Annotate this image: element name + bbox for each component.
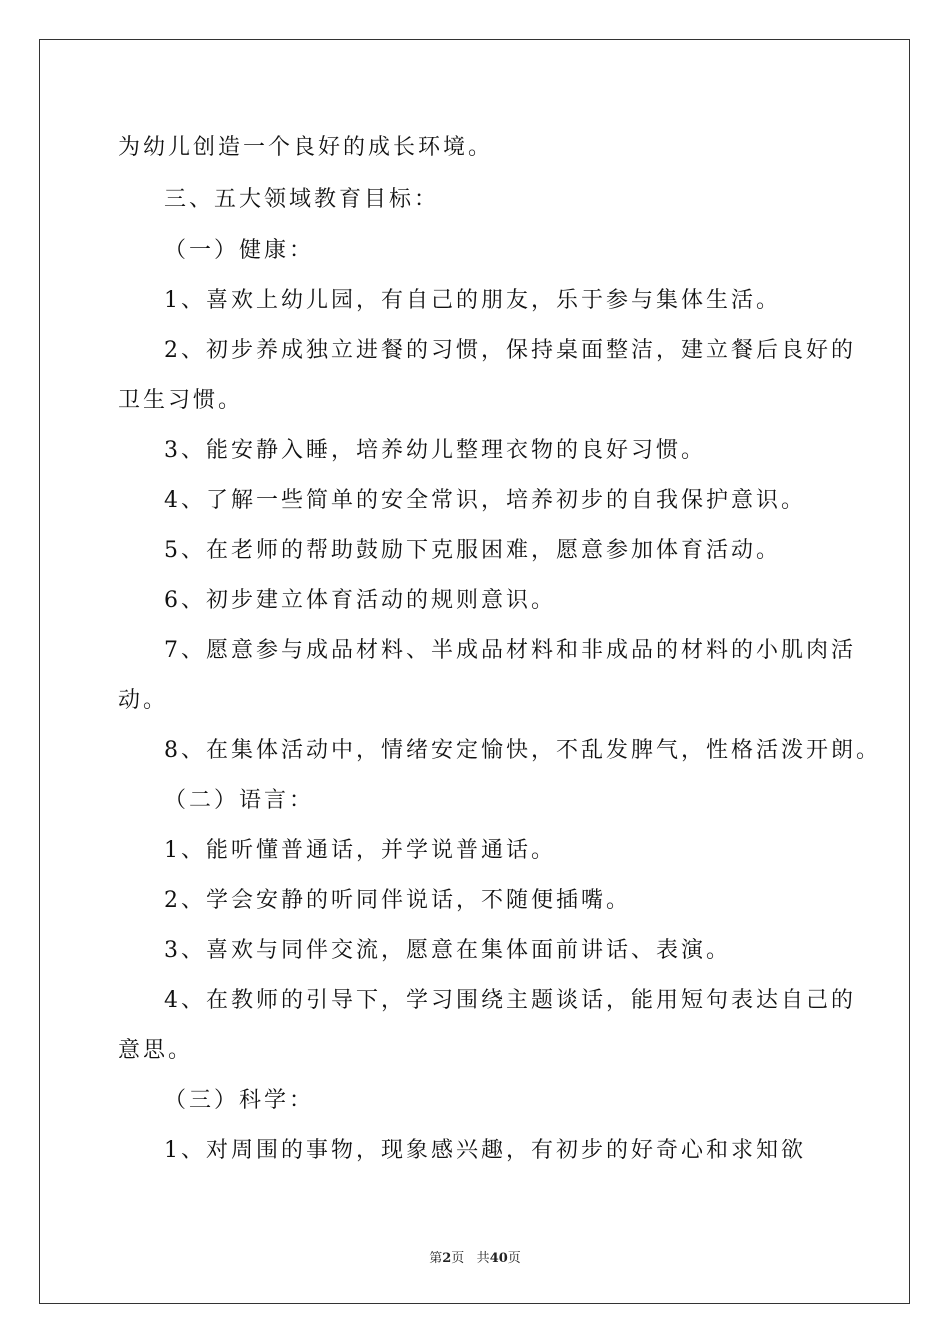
- subsection-heading: （三）科学：: [164, 1088, 315, 1113]
- total-pages: 40: [489, 1251, 508, 1266]
- list-item: 6、初步建立体育活动的规则意识。: [164, 588, 556, 613]
- text-line: 意思。: [118, 1038, 194, 1063]
- list-item: 3、喜欢与同伴交流，愿意在集体面前讲话、表演。: [164, 938, 731, 963]
- section-heading: 三、五大领域教育目标：: [164, 187, 440, 212]
- list-item: 1、喜欢上幼儿园，有自己的朋友，乐于参与集体生活。: [164, 288, 781, 313]
- page-footer: [0, 1250, 950, 1268]
- list-item: 2、学会安静的听同伴说话，不随便插嘴。: [164, 888, 631, 913]
- list-item: 7、愿意参与成品材料、半成品材料和非成品的材料的小肌肉活: [164, 638, 856, 663]
- list-item: 5、在老师的帮助鼓励下克服困难，愿意参加体育活动。: [164, 538, 781, 563]
- subsection-heading: （一）健康：: [164, 238, 315, 263]
- text-line: 为幼儿创造一个良好的成长环境。: [118, 135, 494, 160]
- list-item: 4、在教师的引导下，学习围绕主题谈话，能用短句表达自己的: [164, 988, 856, 1013]
- total-prefix: 共: [476, 1251, 490, 1266]
- list-item: 1、能听懂普通话，并学说普通话。: [164, 838, 556, 863]
- list-item: 8、在集体活动中，情绪安定愉快，不乱发脾气，性格活泼开朗。: [164, 738, 881, 763]
- page-number: 2: [442, 1251, 452, 1266]
- page-suffix: 页: [451, 1251, 465, 1266]
- text-line: 动。: [118, 688, 169, 713]
- list-item: 4、了解一些简单的安全常识，培养初步的自我保护意识。: [164, 488, 806, 513]
- list-item: 1、对周围的事物，现象感兴趣，有初步的好奇心和求知欲: [164, 1138, 806, 1163]
- total-suffix: 页: [507, 1251, 521, 1266]
- page-prefix: 第: [429, 1251, 443, 1266]
- subsection-heading: （二）语言：: [164, 788, 315, 813]
- list-item: 3、能安静入睡，培养幼儿整理衣物的良好习惯。: [164, 438, 706, 463]
- list-item: 2、初步养成独立进餐的习惯，保持桌面整洁，建立餐后良好的: [164, 338, 856, 363]
- text-line: 卫生习惯。: [118, 388, 244, 413]
